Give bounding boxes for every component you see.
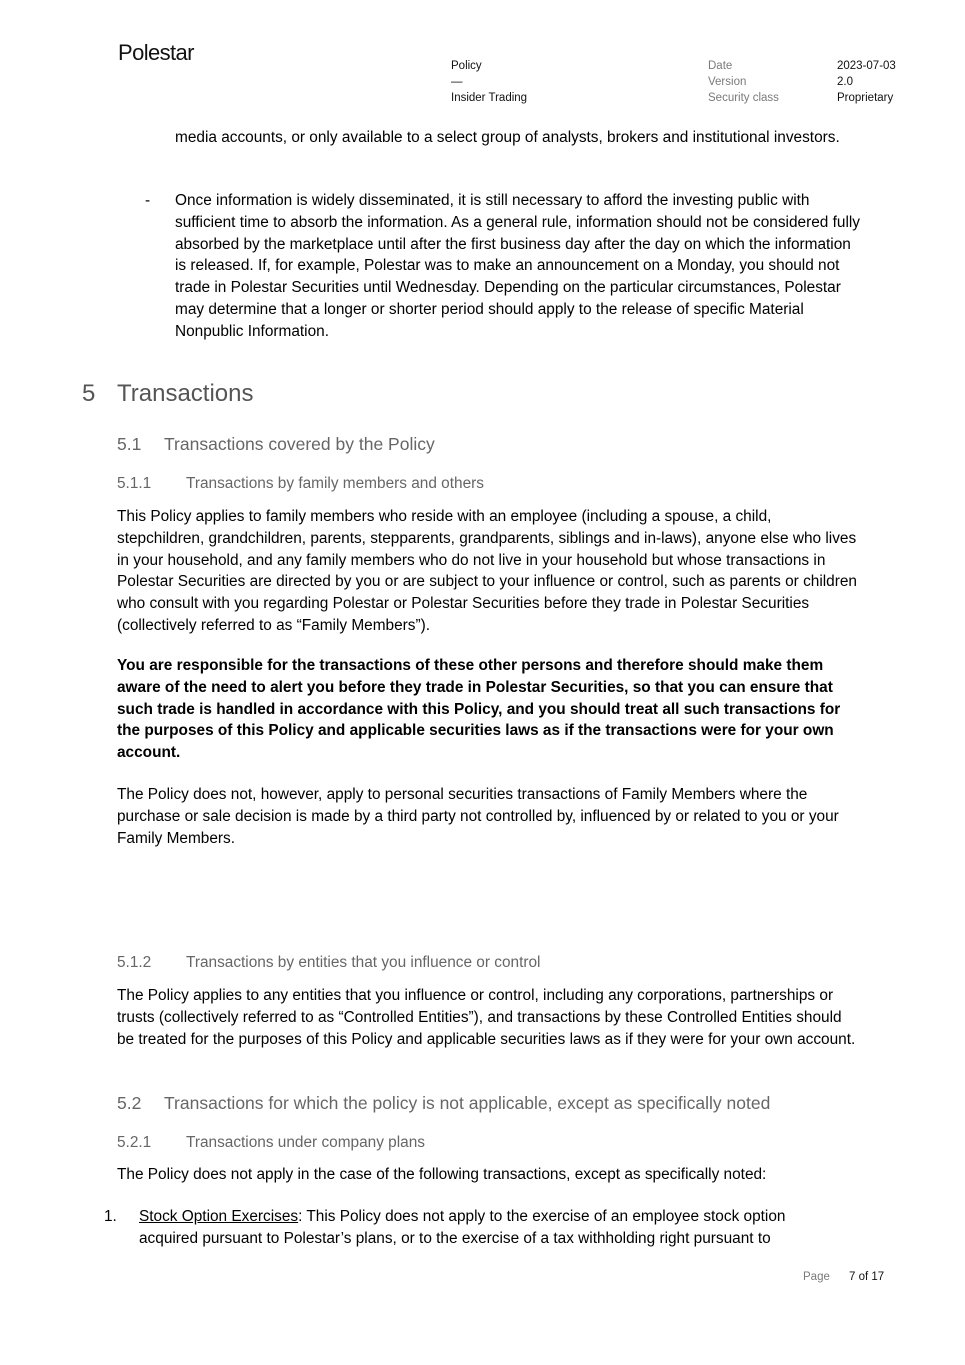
list-item-stock-option (139, 1206, 839, 1250)
section-5-2-number: 5.2 (117, 1093, 142, 1113)
page-label: Page (803, 1271, 830, 1283)
list-item-text: : This Policy does not apply to the exercise of an employee stock option acquired pursuant to Polestar’s plans, or to the exercise of a tax withholding right pursuant to (139, 1208, 786, 1247)
header-meta-values (837, 58, 896, 106)
section-5-2-title: Transactions for which the policy is not applicable, except as specifically noted (164, 1093, 771, 1113)
section-5-1-number: 5.1 (117, 434, 142, 454)
security-class-value: Proprietary (837, 92, 894, 104)
header-document-info (451, 58, 527, 106)
section-5-1-1-heading (117, 473, 484, 495)
responsibility-paragraph: You are responsible for the transactions of these other persons and therefore should make them aware of the need to alert you before they trade in Polestar Securities, so that you can ensure that such trade is handled in accordance with this Policy, and you should treat all such transactions for the purposes of this Policy and applicable securities laws as if the transactions were for your own account. (117, 657, 841, 762)
section-5-2-1-heading (117, 1132, 425, 1154)
doc-type: Policy (451, 60, 482, 72)
intro-continuation-paragraph: media accounts, or only available to a select group of analysts, brokers and institutional investors. (175, 129, 840, 146)
family-members-paragraph: This Policy applies to family members who reside with an employee (including a spouse, a child, stepchildren, grandchildren, parents, stepparents, grandparents, siblings and in-laws), anyone else who lives in your household, and any family members who do not live in your household but whose transactions in Polestar Securities are directed by you or are subject to your influence or control, such as parents or children who consult with you regarding Polestar or Polestar Securities before they trade in Polestar Securities (collectively referred to as “Family Members”). (117, 508, 857, 634)
polestar-logo: Polestar (118, 40, 194, 65)
doc-separator: — (451, 76, 463, 88)
exception-paragraph: The Policy does not, however, apply to personal securities transactions of Family Members where the purchase or sale decision is made by a third party not controlled by, influenced by or related to you or your Family Members. (117, 786, 839, 847)
section-5-1-2-heading (117, 952, 540, 974)
section-5-2-1-title: Transactions under company plans (186, 1134, 425, 1151)
list-item-number: 1. (104, 1208, 117, 1225)
section-5-1-1-title: Transactions by family members and others (186, 475, 484, 492)
section-5-1-1-number: 5.1.1 (117, 475, 152, 492)
section-5-2-heading (117, 1093, 770, 1115)
section-5-1-title: Transactions covered by the Policy (164, 434, 435, 454)
page-number: 7 of 17 (849, 1271, 885, 1283)
doc-title: Insider Trading (451, 92, 528, 104)
bullet-marker: - (145, 192, 151, 209)
section-5-1-2-title: Transactions by entities that you influence or control (186, 954, 541, 971)
bullet-paragraph: Once information is widely disseminated, it is still necessary to afford the investing public with sufficient time to absorb the information. As a general rule, information should not be considered fully absorbed by the marketplace until after the first business day after the day on which the information is released. If, for example, Polestar was to make an announcement on a Monday, you should not trade in Polestar Securities until Wednesday. Depending on the particular circumstances, Polestar may determine that a longer or shorter period should apply to the release of specific Material Nonpublic Information. (175, 192, 860, 340)
section-5-number: 5 (82, 380, 96, 407)
date-value: 2023-07-03 (837, 60, 896, 72)
section-5-1-heading (117, 434, 435, 456)
company-plans-paragraph: The Policy does not apply in the case of the following transactions, except as specifically noted: (117, 1166, 767, 1183)
section-5-1-2-number: 5.1.2 (117, 954, 152, 971)
controlled-entities-paragraph: The Policy applies to any entities that you influence or control, including any corporations, partnerships or trusts (collectively referred to as “Controlled Entities”), and transactions by these Controlled Entities should be treated for the purposes of this Policy and applicable securities laws as if they were for your own account. (117, 987, 856, 1048)
section-5-title: Transactions (117, 380, 254, 407)
version-value: 2.0 (837, 76, 853, 88)
section-5-2-1-number: 5.2.1 (117, 1134, 152, 1151)
header-meta-labels (708, 58, 779, 106)
list-item-term: Stock Option Exercises (139, 1208, 299, 1225)
version-label: Version (708, 76, 747, 88)
security-class-label: Security class (708, 92, 779, 104)
date-label: Date (708, 60, 733, 72)
section-5-heading (82, 380, 254, 407)
